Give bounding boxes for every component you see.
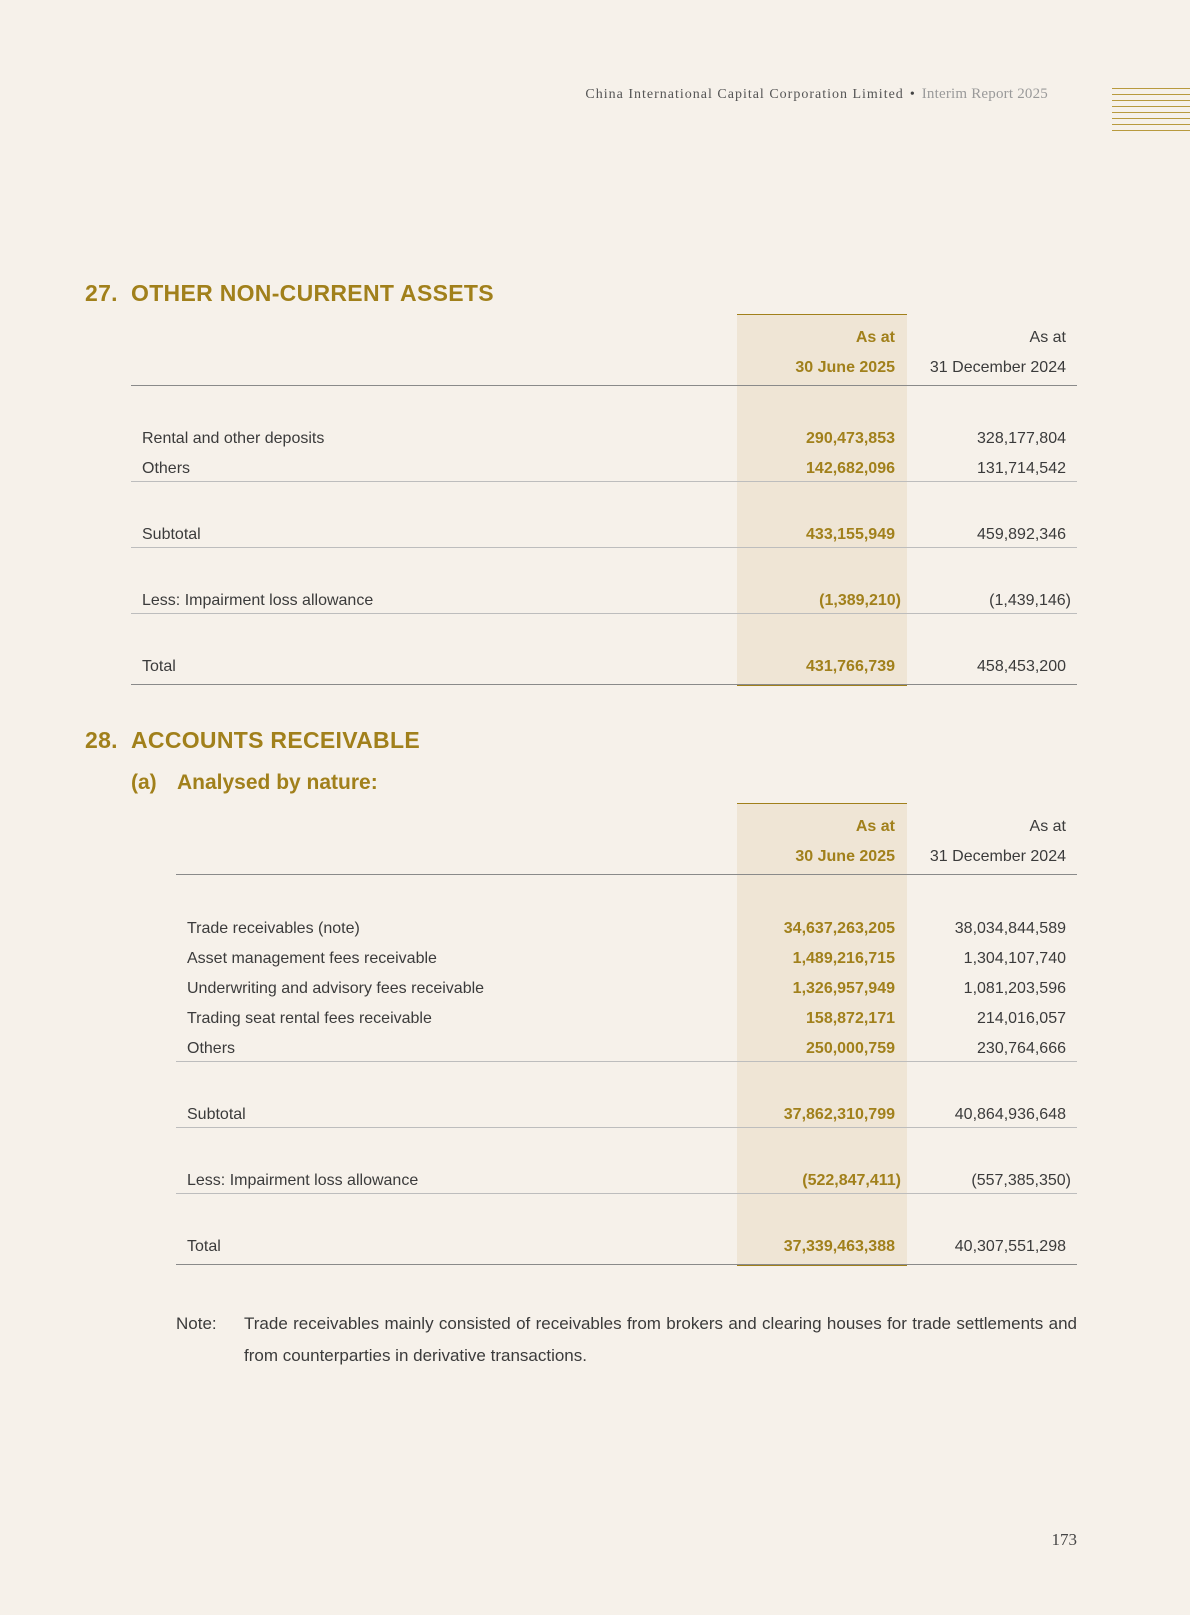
table-header-row-2 bbox=[176, 842, 1077, 872]
row-value-2024: 458,453,200 bbox=[977, 658, 1066, 675]
section-28-number: 28. bbox=[85, 727, 118, 753]
row-divider bbox=[176, 1127, 1077, 1128]
row-value-2024: (557,385,350) bbox=[971, 1172, 1071, 1189]
table-bottom-rule bbox=[176, 1264, 1077, 1265]
accounts-receivable-table bbox=[176, 803, 1077, 1265]
row-label: Less: Impairment loss allowance bbox=[187, 1172, 419, 1189]
col-2025-header-line1: As at bbox=[855, 818, 895, 835]
table-note bbox=[176, 1308, 1077, 1372]
row-label: Subtotal bbox=[142, 526, 201, 543]
row-value-2025: 1,326,957,949 bbox=[792, 980, 895, 997]
row-label: Trade receivables (note) bbox=[187, 920, 360, 937]
section-27-heading bbox=[85, 280, 494, 307]
row-label: Others bbox=[142, 460, 191, 477]
note-text: Trade receivables mainly consisted of receivables from brokers and clearing houses for trade settlements and from counterparties in derivative transactions. bbox=[244, 1314, 1077, 1365]
table-header-row-1 bbox=[131, 323, 1077, 353]
col-2025-header-line2: 30 June 2025 bbox=[795, 359, 895, 376]
row-value-2025: 1,489,216,715 bbox=[792, 950, 895, 967]
row-value-2024: 328,177,804 bbox=[977, 430, 1066, 447]
row-value-2024: (1,439,146) bbox=[989, 592, 1071, 609]
impairment-row bbox=[176, 1166, 1077, 1196]
row-divider bbox=[176, 1061, 1077, 1062]
row-divider bbox=[176, 1193, 1077, 1194]
row-divider bbox=[131, 613, 1077, 614]
table-row bbox=[176, 974, 1077, 1004]
row-label: Others bbox=[187, 1040, 236, 1057]
col-2024-header-line1: As at bbox=[1029, 818, 1066, 835]
col-2024-header-line2: 31 December 2024 bbox=[929, 359, 1066, 376]
row-value-2024: 38,034,844,589 bbox=[954, 920, 1066, 937]
page-number: 173 bbox=[1051, 1530, 1077, 1549]
row-label: Total bbox=[187, 1238, 221, 1255]
row-value-2025: 431,766,739 bbox=[806, 658, 895, 675]
note-label: Note: bbox=[176, 1314, 217, 1333]
row-value-2024: 230,764,666 bbox=[977, 1040, 1066, 1057]
row-value-2024: 1,304,107,740 bbox=[963, 950, 1066, 967]
row-label: Asset management fees receivable bbox=[187, 950, 437, 967]
header-bullet: • bbox=[909, 87, 916, 102]
row-value-2024: 40,307,551,298 bbox=[954, 1238, 1066, 1255]
col-2025-header-line2: 30 June 2025 bbox=[795, 848, 895, 865]
row-label: Underwriting and advisory fees receivable bbox=[187, 980, 485, 997]
section-28a-number: (a) bbox=[131, 771, 157, 794]
subtotal-row bbox=[176, 1100, 1077, 1130]
header-divider bbox=[131, 385, 1077, 386]
row-label: Rental and other deposits bbox=[142, 430, 325, 447]
col-2025-header-line1: As at bbox=[855, 329, 895, 346]
row-divider bbox=[131, 547, 1077, 548]
section-28a-heading bbox=[131, 771, 378, 795]
header-divider bbox=[176, 874, 1077, 875]
row-value-2025: (522,847,411) bbox=[802, 1172, 901, 1189]
row-value-2024: 214,016,057 bbox=[977, 1010, 1066, 1027]
table-row bbox=[176, 944, 1077, 974]
table-header-row-2 bbox=[131, 353, 1077, 383]
row-value-2024: 40,864,936,648 bbox=[954, 1106, 1066, 1123]
table-row bbox=[131, 454, 1077, 484]
total-row bbox=[131, 652, 1077, 682]
row-value-2024: 1,081,203,596 bbox=[963, 980, 1066, 997]
total-row bbox=[176, 1232, 1077, 1262]
row-value-2024: 459,892,346 bbox=[977, 526, 1066, 543]
row-value-2025: (1,389,210) bbox=[819, 592, 901, 609]
section-27-number: 27. bbox=[85, 280, 118, 306]
col-2024-header-line1: As at bbox=[1029, 329, 1066, 346]
section-27-title: OTHER NON-CURRENT ASSETS bbox=[131, 280, 494, 306]
table-row bbox=[131, 424, 1077, 454]
row-value-2025: 290,473,853 bbox=[806, 430, 895, 447]
subtotal-row bbox=[131, 520, 1077, 550]
section-28-heading bbox=[85, 727, 420, 754]
company-name: China International Capital Corporation Limited bbox=[585, 87, 904, 102]
row-value-2025: 34,637,263,205 bbox=[783, 920, 895, 937]
header-decoration-lines bbox=[1112, 88, 1190, 136]
table-row bbox=[176, 914, 1077, 944]
row-value-2025: 37,862,310,799 bbox=[783, 1106, 895, 1123]
impairment-row bbox=[131, 586, 1077, 616]
row-divider bbox=[131, 481, 1077, 482]
table-bottom-rule bbox=[131, 684, 1077, 685]
row-label: Less: Impairment loss allowance bbox=[142, 592, 374, 609]
report-title: Interim Report 2025 bbox=[921, 86, 1048, 102]
table-header-row-1 bbox=[176, 812, 1077, 842]
report-header bbox=[585, 86, 1048, 103]
row-label: Subtotal bbox=[187, 1106, 246, 1123]
table-row bbox=[176, 1034, 1077, 1064]
row-value-2024: 131,714,542 bbox=[977, 460, 1066, 477]
row-value-2025: 433,155,949 bbox=[806, 526, 895, 543]
row-value-2025: 142,682,096 bbox=[806, 460, 895, 477]
row-value-2025: 250,000,759 bbox=[806, 1040, 895, 1057]
row-label: Trading seat rental fees receivable bbox=[187, 1010, 432, 1027]
row-value-2025: 158,872,171 bbox=[806, 1010, 895, 1027]
other-non-current-assets-table bbox=[131, 314, 1077, 686]
table-row bbox=[176, 1004, 1077, 1034]
row-label: Total bbox=[142, 658, 176, 675]
row-value-2025: 37,339,463,388 bbox=[783, 1238, 895, 1255]
col-2024-header-line2: 31 December 2024 bbox=[929, 848, 1066, 865]
section-28a-title: Analysed by nature: bbox=[177, 771, 378, 794]
section-28-title: ACCOUNTS RECEIVABLE bbox=[131, 727, 420, 753]
